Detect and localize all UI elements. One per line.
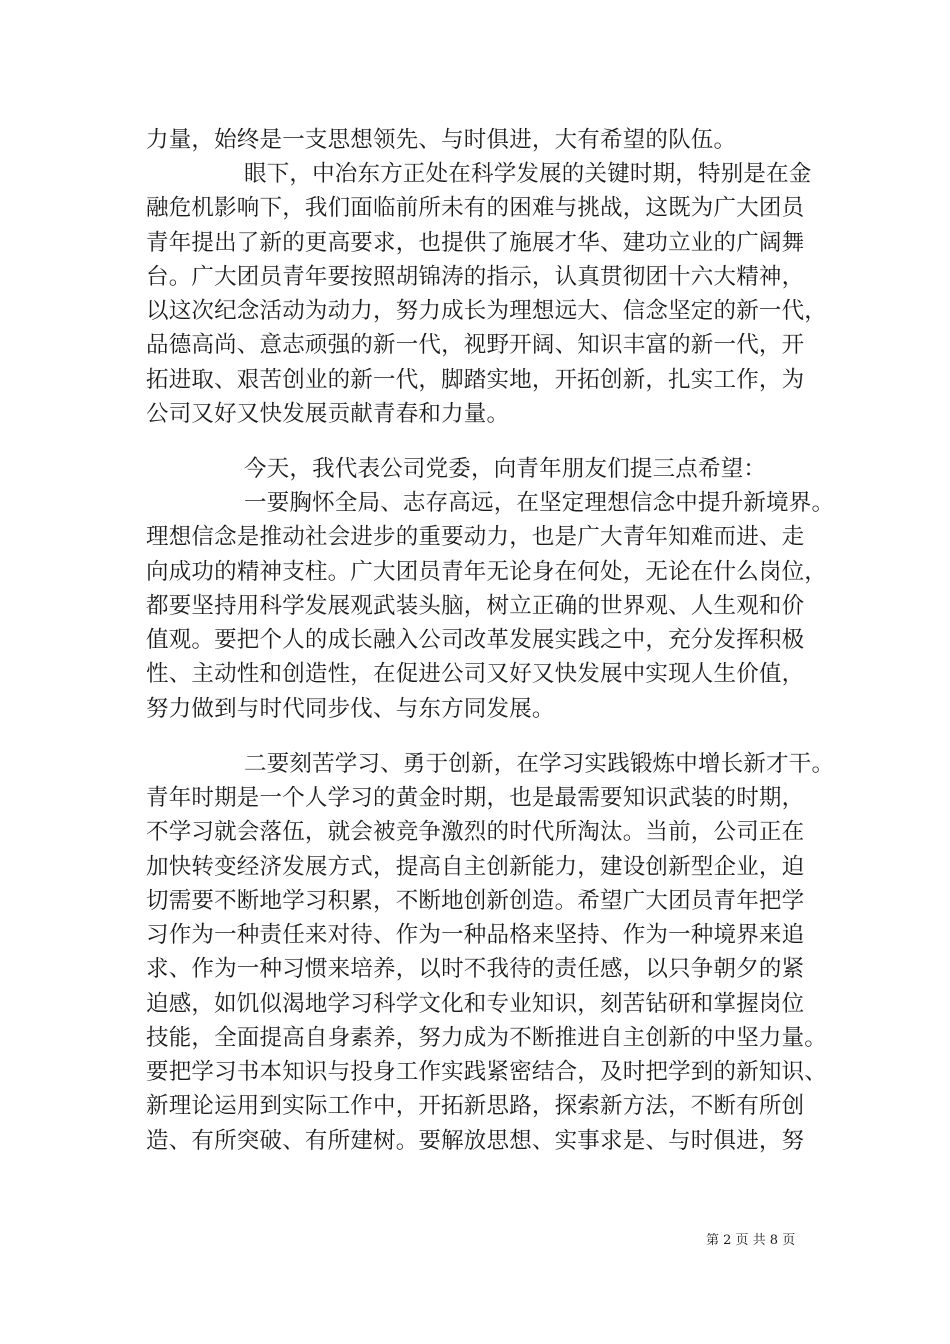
body-line: 不学习就会落伍，就会被竞争激烈的时代所淘汰。当前，公司正在 [146, 819, 805, 845]
body-line: 青年时期是一个人学习的黄金时期，也是最需要知识武装的时期， [146, 785, 805, 811]
body-line: 造、有所突破、有所建树。要解放思想、实事求是、与时俱进，努 [146, 1128, 805, 1154]
body-line: 以这次纪念活动为动力，努力成长为理想远大、信念坚定的新一代， [146, 298, 828, 324]
body-line: 公司又好又快发展贡献青春和力量。 [146, 401, 510, 427]
body-line: 努力做到与时代同步伐、与东方同发展。 [146, 696, 555, 722]
body-line: 习作为一种责任来对待、作为一种品格来坚持、作为一种境界来追 [146, 922, 805, 948]
body-line: 要把学习书本知识与投身工作实践紧密结合，及时把学到的新知识、 [146, 1059, 828, 1085]
body-line: 都要坚持用科学发展观武装头脑，树立正确的世界观、人生观和价 [146, 593, 805, 619]
body-line: 向成功的精神支柱。广大团员青年无论身在何处，无论在什么岗位， [146, 559, 828, 585]
body-line: 切需要不断地学习积累，不断地创新创造。希望广大团员青年把学 [146, 888, 805, 914]
body-line: 性、主动性和创造性，在促进公司又好又快发展中实现人生价值， [146, 661, 805, 687]
body-line: 迫感，如饥似渴地学习科学文化和专业知识，刻苦钻研和掌握岗位 [146, 991, 805, 1017]
paragraph-first-line: 二要刻苦学习、勇于创新，在学习实践锻炼中增长新才干。 [244, 751, 835, 777]
body-line: 青年提出了新的更高要求，也提供了施展才华、建功立业的广阔舞 [146, 230, 805, 256]
body-line: 台。广大团员青年要按照胡锦涛的指示，认真贯彻团十六大精神， [146, 264, 805, 290]
body-line: 理想信念是推动社会进步的重要动力，也是广大青年知难而进、走 [146, 524, 805, 550]
paragraph-first-line: 眼下，中冶东方正处在科学发展的关键时期，特别是在金 [244, 161, 812, 187]
body-line: 技能，全面提高自身素养，努力成为不断推进自主创新的中坚力量。 [146, 1025, 828, 1051]
body-line: 融危机影响下，我们面临前所未有的困难与挑战，这既为广大团员 [146, 195, 805, 221]
page-number: 第 2 页 共 8 页 [706, 1233, 796, 1248]
body-line: 加快转变经济发展方式，提高自主创新能力，建设创新型企业，迫 [146, 854, 805, 880]
body-line: 值观。要把个人的成长融入公司改革发展实践之中，充分发挥积极 [146, 627, 805, 653]
body-line: 力量，始终是一支思想领先、与时俱进，大有希望的队伍。 [146, 127, 737, 153]
body-line: 求、作为一种习惯来培养，以时不我待的责任感，以只争朝夕的紧 [146, 956, 805, 982]
body-line: 拓进取、艰苦创业的新一代，脚踏实地，开拓创新，扎实工作，为 [146, 367, 805, 393]
paragraph-first-line: 一要胸怀全局、志存高远，在坚定理想信念中提升新境界。 [244, 490, 835, 516]
paragraph-first-line: 今天，我代表公司党委，向青年朋友们提三点希望： [244, 456, 767, 482]
body-line: 新理论运用到实际工作中，开拓新思路，探索新方法，不断有所创 [146, 1093, 805, 1119]
body-line: 品德高尚、意志顽强的新一代，视野开阔、知识丰富的新一代，开 [146, 332, 805, 358]
